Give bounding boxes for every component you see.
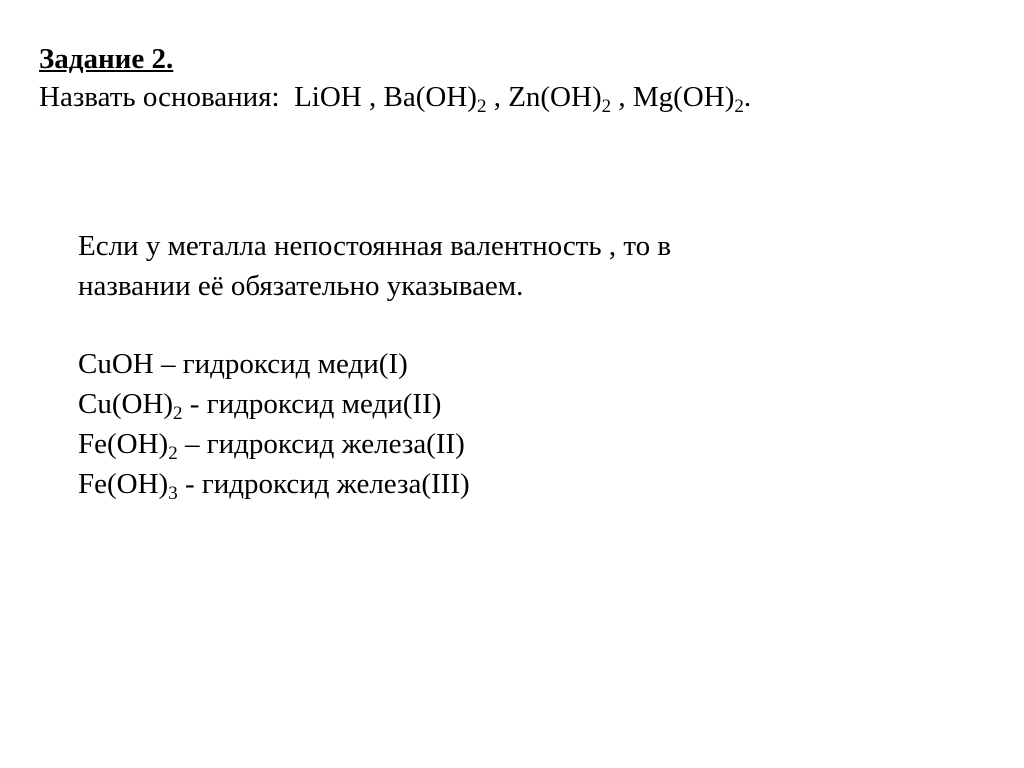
formula-base: Mg(OH)	[632, 81, 735, 113]
example-subscript: 2	[173, 403, 183, 424]
examples-list	[78, 344, 470, 504]
formula-separator: ,	[486, 81, 509, 113]
formula-separator: ,	[361, 81, 384, 113]
example-name: - гидроксид меди(II)	[182, 388, 442, 420]
formula-separator: .	[743, 81, 752, 113]
formula-subscript: 2	[734, 96, 744, 117]
example-formula: CuOH	[78, 348, 154, 380]
example-row-cuoh	[78, 344, 470, 384]
formula-subscript: 2	[476, 96, 487, 117]
example-formula: Fe(OH)	[78, 468, 169, 500]
example-row-feoh3	[78, 464, 470, 504]
example-subscript: 3	[168, 483, 178, 504]
example-name: – гидроксид меди(I)	[153, 348, 408, 380]
task-instruction-line	[39, 80, 752, 117]
example-subscript: 2	[168, 443, 178, 464]
example-row-feoh2	[78, 424, 470, 464]
rule-line-2: названии её обязательно указываем.	[78, 270, 524, 302]
example-formula: Fe(OH)	[78, 428, 169, 460]
task-title: Задание 2.	[39, 43, 174, 75]
example-row-cuoh2	[78, 384, 470, 424]
formula-baoh2	[383, 81, 509, 117]
rule-text	[78, 226, 671, 306]
formula-base: Zn(OH)	[508, 81, 602, 113]
formula-base: LiOH	[294, 81, 362, 113]
example-name: – гидроксид железа(II)	[177, 428, 465, 460]
formula-subscript: 2	[601, 96, 612, 117]
example-name: - гидроксид железа(III)	[177, 468, 470, 500]
formula-base: Ba(OH)	[383, 81, 477, 113]
formula-mgoh2	[632, 81, 752, 117]
task-instruction: Назвать основания:	[39, 81, 280, 113]
formula-lioh	[294, 81, 383, 113]
rule-line-1: Если у металла непостоянная валентность , то в	[78, 230, 672, 262]
formula-znoh2	[508, 81, 633, 117]
formula-separator: ,	[611, 81, 633, 113]
example-formula: Cu(OH)	[78, 388, 174, 420]
